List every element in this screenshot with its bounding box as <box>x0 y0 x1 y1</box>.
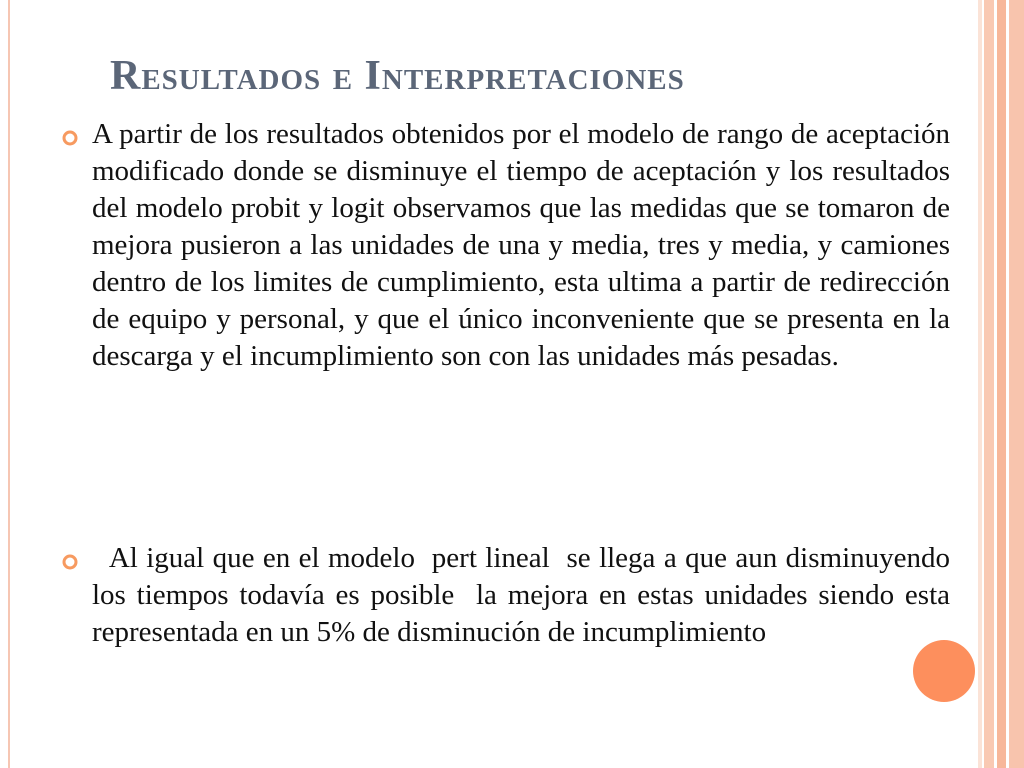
left-border-line <box>8 0 10 768</box>
decorative-orange-circle <box>913 640 975 702</box>
right-decorative-stripes <box>978 0 1024 768</box>
circle-bullet-icon <box>62 554 78 570</box>
bullet-item <box>62 116 950 375</box>
circle-bullet-icon <box>62 130 78 146</box>
slide-title: Resultados e Interpretaciones <box>110 53 685 99</box>
bullet-item <box>62 540 958 651</box>
bullet-text: Al igual que en el modelo pert lineal se llega a que aun disminuyendo los tiempos todavía es posible la mejora en estas unidades siendo esta representada en un 5% de disminución de incumplimiento <box>92 542 958 648</box>
bullet-text: A partir de los resultados obtenidos por el modelo de rango de aceptación modificado donde se disminuye el tiempo de aceptación y los resultados del modelo probit y logit observamos que las medidas que se tomaron de mejora pusieron a las unidades de una y media, tres y media, y camiones dentro de los limites de cumplimiento, esta ultima a partir de redirección de equipo y personal, y que el único inconveniente que se presenta en la descarga y el incumplimiento son con las unidades más pesadas. <box>92 118 950 372</box>
